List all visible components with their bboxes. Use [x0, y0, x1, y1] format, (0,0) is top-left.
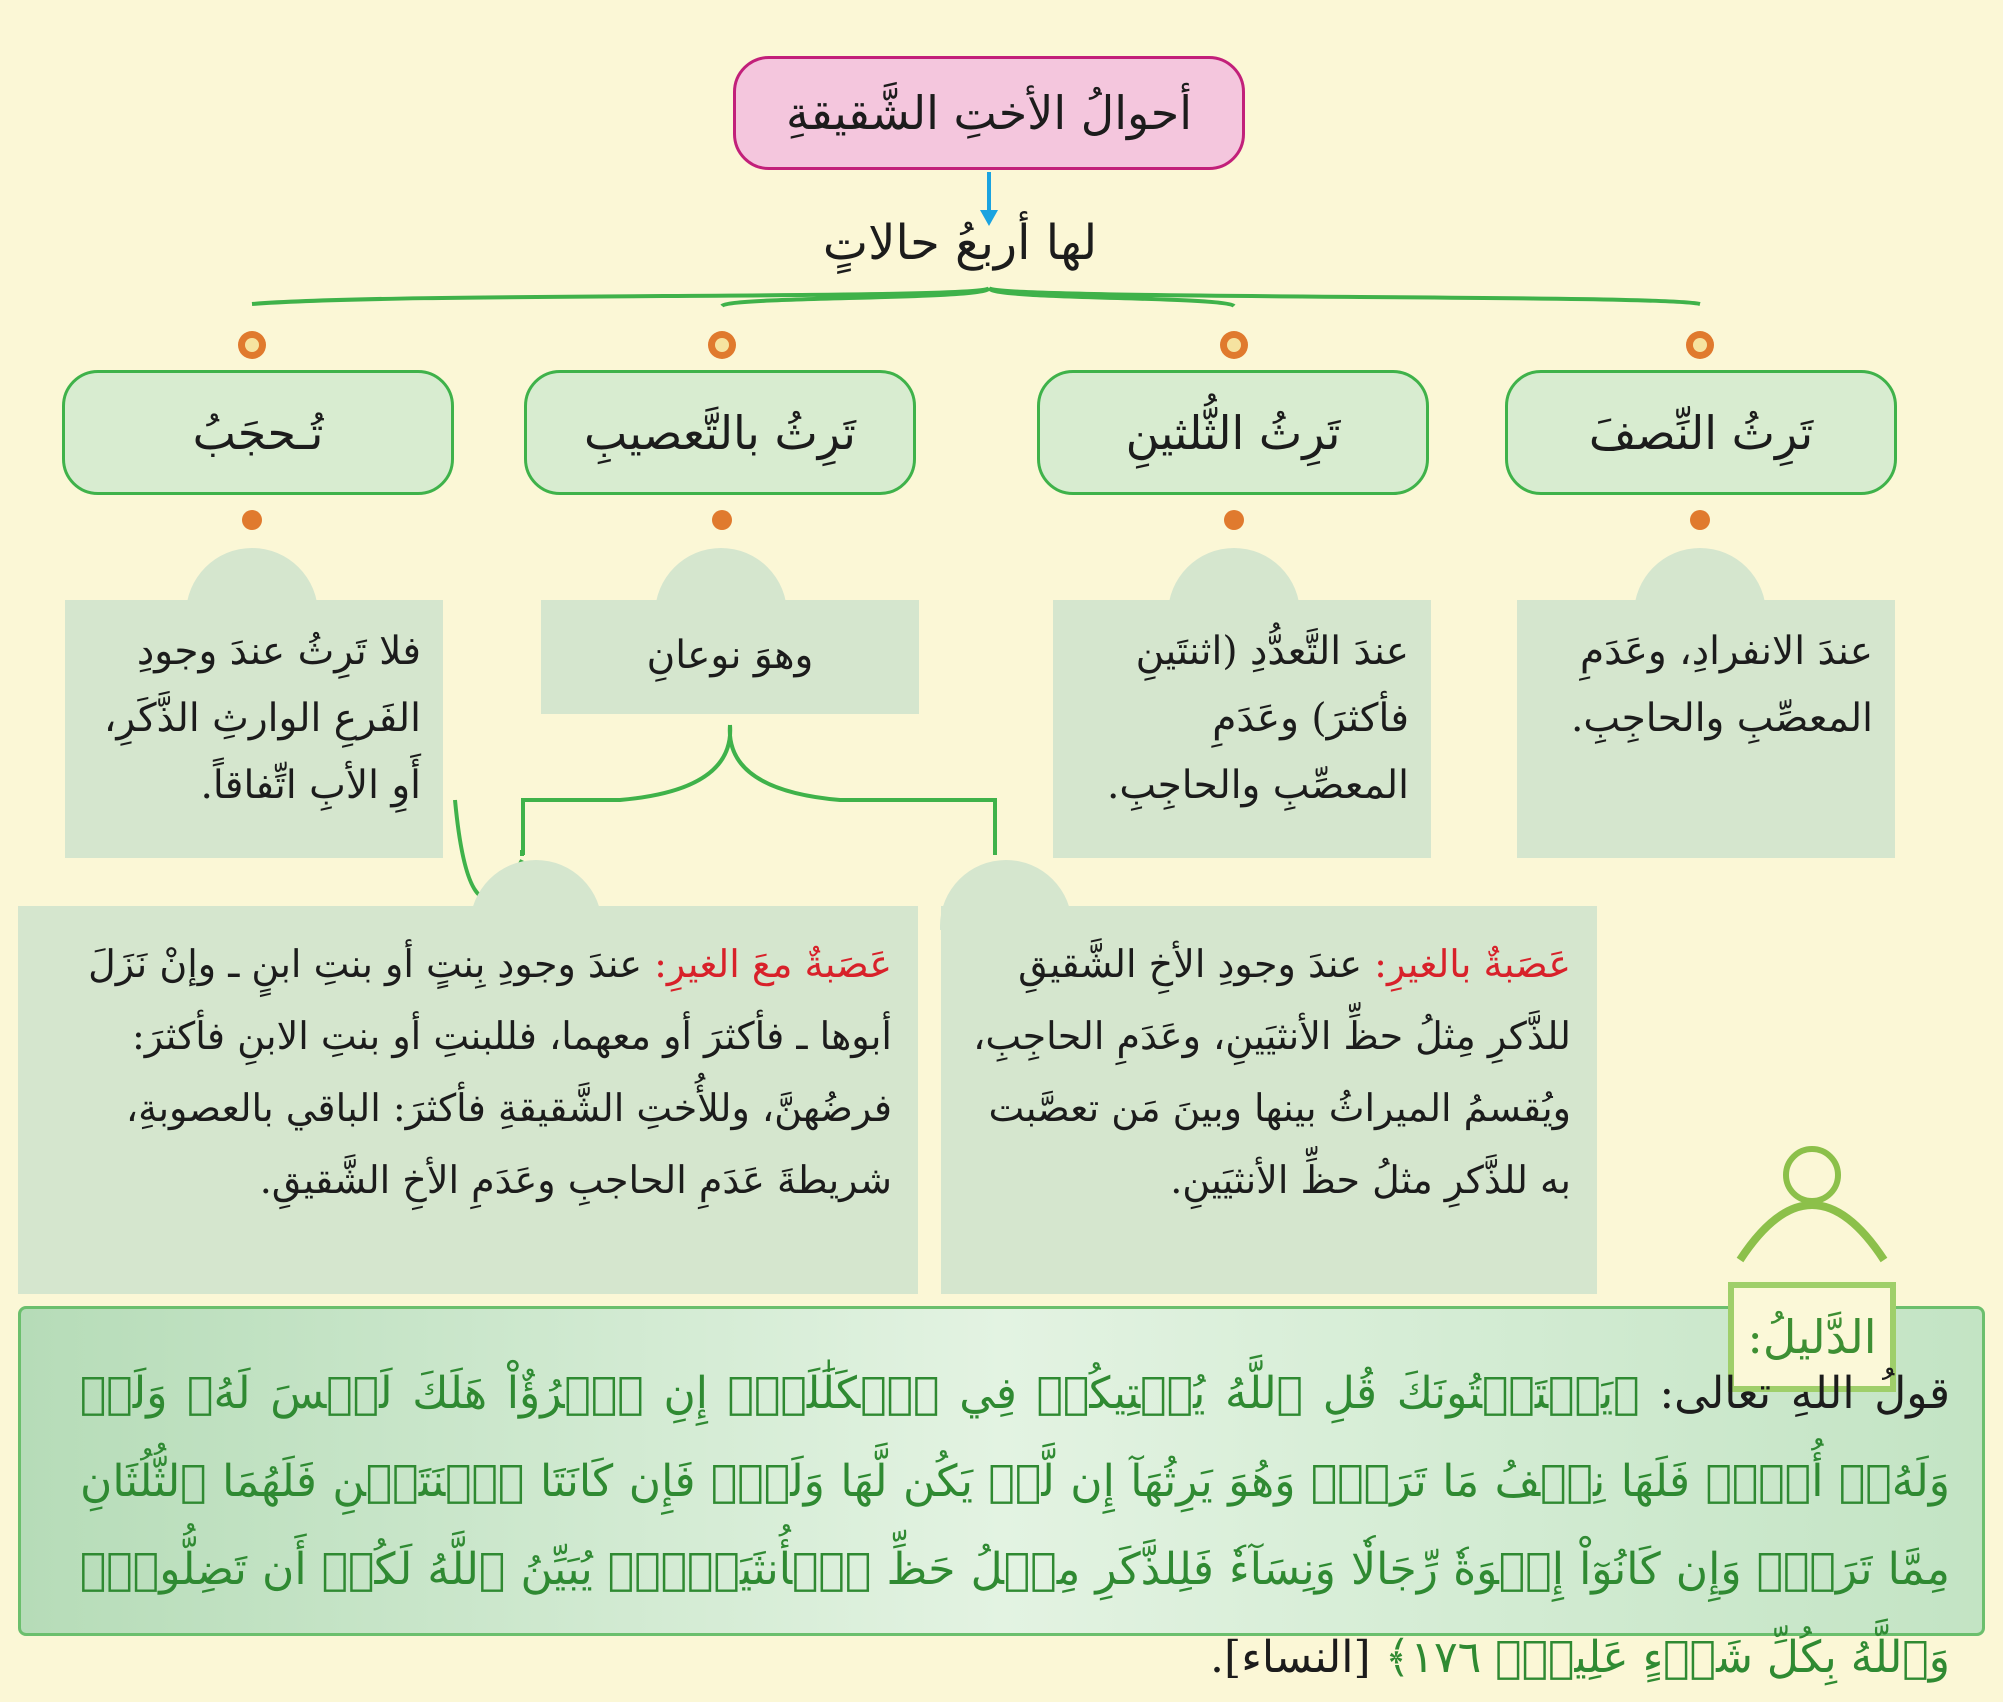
- evidence-ornament-icon: [1740, 1149, 1884, 1260]
- branch-lines: [252, 288, 1700, 306]
- case-label: تَرِثُ الثُّلثينِ: [1125, 405, 1341, 460]
- case-half: [1505, 370, 1897, 495]
- case-blocked: [62, 370, 454, 495]
- evidence-text: [80, 1350, 1950, 1702]
- types-branch-b: [523, 725, 995, 855]
- evidence-label: الدَّليلُ:: [1728, 1282, 1896, 1392]
- desc-residual: وهوَ نوعانِ: [541, 600, 919, 714]
- ornament-icons: [238, 331, 1714, 530]
- case-two-thirds: [1037, 370, 1429, 495]
- type-text: عندَ وجودِ الأخِ الشَّقيقِ للذَّكرِ مِثلُ حظِّ الأنثيَينِ، وعَدَمِ الحاجِبِ، ويُقسمُ الميراثُ بينها وبينَ مَن تعصَّبت به للذَّكرِ مثلُ حظِّ الأنثيَينِ.: [973, 942, 1571, 1202]
- type-term: عَصَبةٌ معَ الغيرِ:: [654, 942, 892, 986]
- case-label: تَرِثُ بالتَّعصيبِ: [584, 405, 856, 460]
- evidence-intro: قولُ اللهِ تعالى:: [1639, 1368, 1951, 1419]
- verse-source: [النساء].: [1210, 1632, 1385, 1683]
- desc-blocked: فلا تَرِثُ عندَ وجودِ الفَرعِ الوارثِ الذَّكَرِ، أَوِ الأبِ اتِّفاقاً.: [65, 600, 443, 858]
- type-term: عَصَبةٌ بالغيرِ:: [1374, 942, 1571, 986]
- subtitle: لها أربعُ حالاتٍ: [822, 215, 1098, 271]
- type-with-other: [18, 906, 918, 1294]
- desc-half: عندَ الانفرادِ، وعَدَمِ المعصِّبِ والحاجِبِ.: [1517, 600, 1895, 858]
- quran-verse: ﴿يَسۡتَفۡتُونَكَ قُلِ ٱللَّهُ يُفۡتِيكُمۡ فِي ٱلۡكَلَٰلَةِۚ إِنِ ٱمۡرُؤٌاْ هَلَكَ لَيۡسَ لَهُۥ وَلَدٞ وَلَهُۥٓ أُخۡتٞ فَلَهَا نِصۡفُ مَا تَرَكَۚ وَهُوَ يَرِثُهَآ إِن لَّمۡ يَكُن لَّهَا وَلَدٞۚ فَإِن كَانَتَا ٱثۡنَتَيۡنِ فَلَهُمَا ٱلثُّلُثَانِ مِمَّا تَرَكَۚ وَإِن كَانُوٓاْ إِخۡوَةٗ رِّجَالٗا وَنِسَآءٗ فَلِلذَّكَرِ مِثۡلُ حَظِّ ٱلۡأُنثَيَيۡنِۗ يُبَيِّنُ ٱللَّهُ لَكُمۡ أَن تَضِلُّواْۗ وَٱللَّهُ بِكُلِّ شَيۡءٍ عَلِيمُۢ ١٧٦﴾: [80, 1368, 1950, 1683]
- case-label: تَرِثُ النِّصفَ: [1588, 405, 1814, 460]
- type-text: عندَ وجودِ بِنتٍ أو بنتِ ابنٍ ـ وإنْ نَزَلَ أبوها ـ فأكثرَ أو معهما، فللبنتِ أو بنتِ الابنِ فأكثرَ: فرضُهنَّ، وللأُختِ الشَّقيقةِ فأكثرَ: الباقي بالعصوبةِ، شريطةَ عَدَمِ الحاجبِ وعَدَمِ الأخِ الشَّقيقِ.: [88, 942, 892, 1202]
- case-label: تُـحجَبُ: [192, 405, 324, 460]
- title-box: [733, 56, 1245, 170]
- type-by-other: [941, 906, 1597, 1294]
- page-title: أحوالُ الأختِ الشَّقيقةِ: [786, 86, 1192, 140]
- desc-two-thirds: عندَ التَّعدُّدِ (اثنتَينِ فأكثرَ) وعَدَمِ المعصِّبِ والحاجِبِ.: [1053, 600, 1431, 858]
- case-residual: [524, 370, 916, 495]
